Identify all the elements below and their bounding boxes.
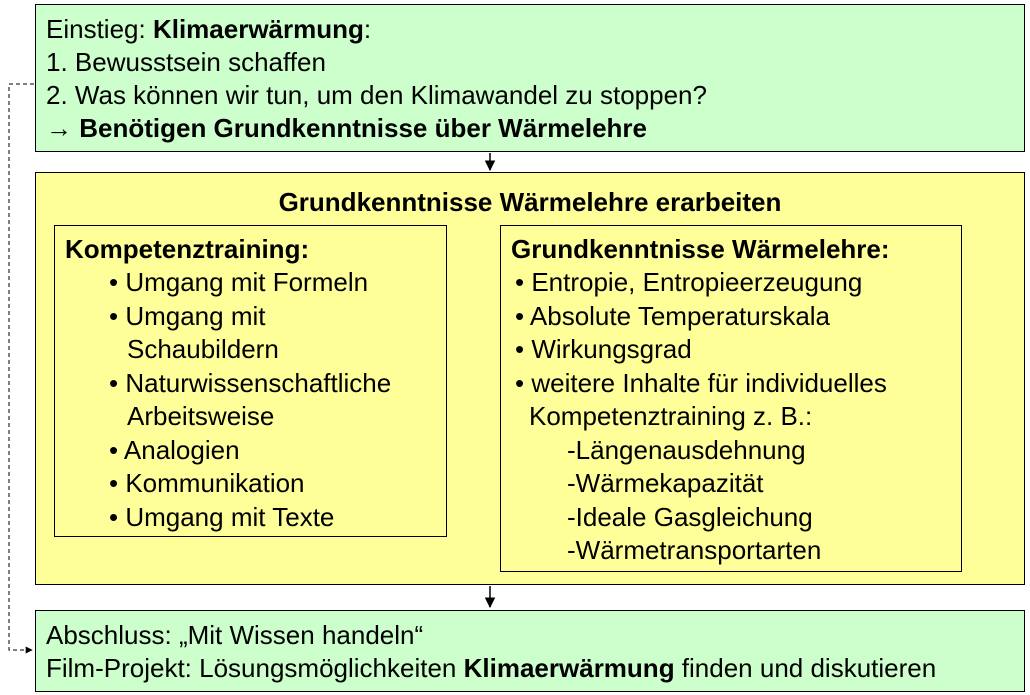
main-box bbox=[35, 172, 1025, 585]
basics-heading: Grundkenntnisse Wärmelehre: bbox=[511, 234, 890, 264]
list-item: • Kommunikation bbox=[109, 468, 305, 498]
list-item: • Umgang mit Texte bbox=[109, 501, 335, 532]
conclusion-line-2: Film-Projekt: Lösungsmöglichkeiten Klimaerwärmung finden und diskutieren bbox=[46, 653, 937, 683]
list-item: Schaubildern bbox=[127, 334, 279, 364]
list-item: Kompetenztraining z. B.: bbox=[529, 401, 813, 431]
intro-item-1: 1. Bewusstsein schaffen bbox=[46, 47, 326, 77]
list-item: -Wärmekapazität bbox=[567, 468, 764, 498]
list-item: -Wärmetransportarten bbox=[567, 535, 822, 565]
conclusion-line-1: Abschluss: „Mit Wissen handeln“ bbox=[46, 620, 424, 650]
dashed-feedback-connector bbox=[9, 84, 34, 650]
list-item: -Ideale Gasgleichung bbox=[567, 501, 813, 532]
intro-item-2: 2. Was können wir tun, um den Klimawandel zu stoppen? bbox=[46, 80, 707, 110]
list-item: • Umgang mit Formeln bbox=[109, 267, 369, 297]
competence-training-box bbox=[54, 225, 447, 537]
main-title: Grundkenntnisse Wärmelehre erarbeiten bbox=[278, 187, 782, 217]
competence-heading: Kompetenztraining: bbox=[65, 234, 310, 264]
list-item: • Absolute Temperaturskala bbox=[515, 300, 831, 331]
list-item: -Längenausdehnung bbox=[567, 434, 806, 465]
basics-box bbox=[500, 225, 962, 572]
list-item: • Umgang mit bbox=[109, 300, 266, 331]
list-item: Arbeitsweise bbox=[127, 401, 275, 431]
list-item: • Naturwissenschaftliche bbox=[109, 367, 392, 398]
list-item: • Entropie, Entropieerzeugung bbox=[515, 267, 863, 297]
list-item: • Wirkungsgrad bbox=[515, 334, 692, 364]
intro-conclusion: → Benötigen Grundkenntnisse über Wärmelehre bbox=[46, 113, 647, 143]
intro-title: Einstieg: Klimaerwärmung: bbox=[46, 14, 372, 44]
conclusion-box bbox=[35, 610, 1025, 692]
list-item: • weitere Inhalte für individuelles bbox=[515, 367, 887, 398]
list-item: • Analogien bbox=[109, 434, 240, 465]
intro-box bbox=[35, 4, 1025, 152]
